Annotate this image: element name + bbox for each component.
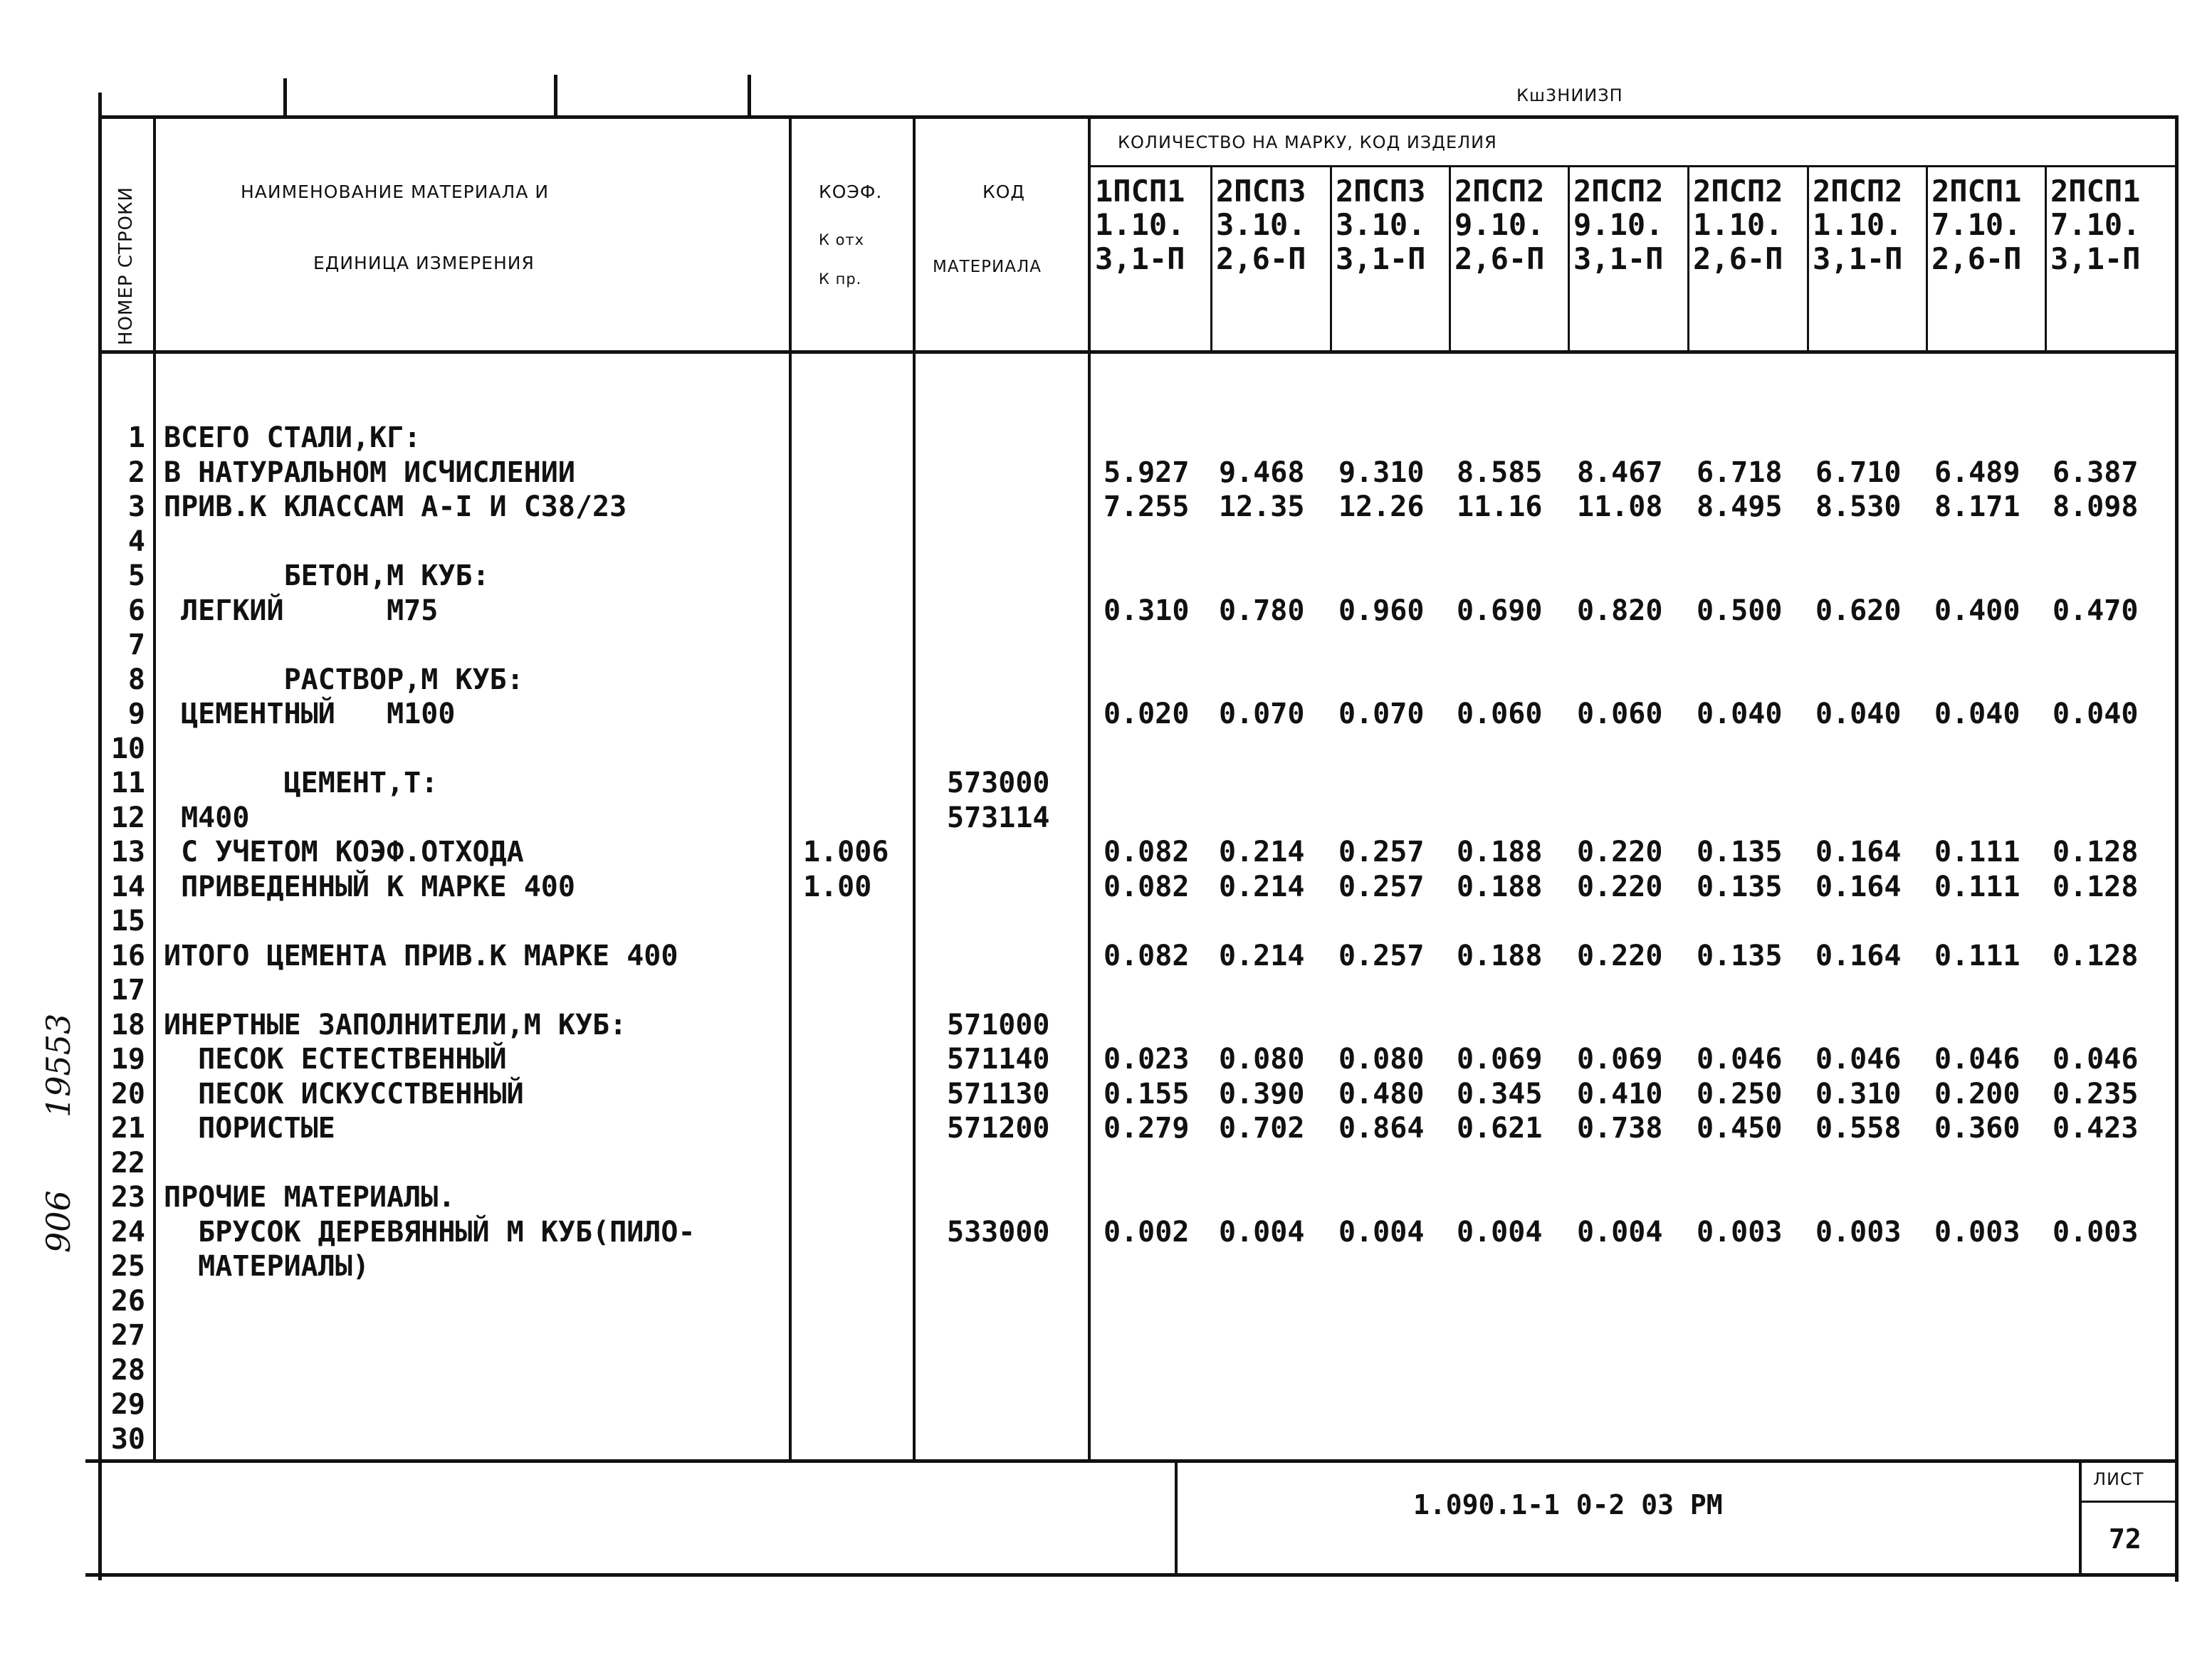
top-tick (554, 75, 557, 117)
quantity-value: 0.423 (2053, 1112, 2139, 1145)
quantity-value: 0.164 (1815, 939, 1902, 972)
coefficient-value: 1.00 (803, 870, 872, 903)
quantity-value: 0.702 (1219, 1112, 1305, 1145)
row-number: 9 (127, 698, 145, 730)
mark-divider (1926, 167, 1928, 352)
quantity-value: 0.003 (1815, 1215, 1902, 1249)
material-code: 533000 (947, 1215, 1050, 1249)
row-number: 7 (127, 629, 145, 661)
mark-divider (1568, 167, 1570, 352)
material-name: М400 (164, 801, 250, 834)
mark-divider (1210, 167, 1212, 352)
quantity-value: 0.220 (1577, 836, 1663, 868)
quantity-value: 0.040 (2053, 698, 2139, 730)
mark-header-3: 2ПСП3 3.10. 3,1-П (1336, 174, 1426, 276)
frame-top-line (100, 115, 2179, 119)
material-name: ПОРИСТЫЕ (164, 1112, 335, 1145)
quantity-value: 0.046 (1934, 1043, 2020, 1076)
mark-divider (1687, 167, 1689, 352)
material-name: БЕТОН,М КУБ: (164, 560, 490, 592)
top-tick (748, 75, 751, 117)
quantity-value: 6.718 (1697, 456, 1783, 489)
quantity-value: 0.060 (1457, 698, 1543, 730)
footer-divider (1175, 1461, 1178, 1575)
name-header-line1: НАИМЕНОВАНИЕ МАТЕРИАЛА И (241, 182, 550, 202)
row-number: 28 (110, 1353, 145, 1387)
mark-header-6: 2ПСП2 1.10. 2,6-П (1693, 174, 1783, 276)
sheet-label: ЛИСТ (2093, 1469, 2144, 1489)
quantity-value: 11.16 (1457, 490, 1543, 523)
quantity-value: 9.310 (1338, 456, 1425, 489)
quantity-value: 0.135 (1697, 870, 1783, 903)
material-name: С УЧЕТОМ КОЭФ.ОТХОДА (164, 836, 524, 868)
stamp-text: Кш3НИИЗП (1516, 85, 1623, 105)
quantity-value: 0.310 (1104, 594, 1190, 627)
quantity-value: 0.128 (2053, 836, 2139, 868)
quantity-value: 0.003 (1934, 1215, 2020, 1249)
quantity-value: 0.257 (1338, 870, 1425, 903)
row-number: 25 (110, 1250, 145, 1283)
mark-divider (1330, 167, 1332, 352)
row-number: 5 (127, 560, 145, 592)
quantity-value: 0.164 (1815, 836, 1902, 868)
row-number: 4 (127, 525, 145, 558)
mark-header-4: 2ПСП2 9.10. 2,6-П (1454, 174, 1545, 276)
quantity-value: 0.220 (1577, 870, 1663, 903)
material-code: 571000 (947, 1008, 1050, 1041)
row-number-header: НОМЕР СТРОКИ (115, 187, 137, 345)
row-number: 8 (127, 663, 145, 696)
quantity-value: 0.111 (1934, 870, 2020, 903)
quantity-value: 0.470 (2053, 594, 2139, 627)
row-number: 18 (110, 1008, 145, 1041)
quantity-value: 0.400 (1934, 594, 2020, 627)
quantity-value: 0.111 (1934, 836, 2020, 868)
quantity-value: 0.960 (1338, 594, 1425, 627)
quantity-value: 0.135 (1697, 939, 1783, 972)
material-name: ВСЕГО СТАЛИ,КГ: (164, 421, 421, 454)
quantity-value: 12.26 (1338, 490, 1425, 523)
row-number-divider (153, 117, 156, 1461)
quantity-value: 0.480 (1338, 1077, 1425, 1110)
row-number: 29 (110, 1388, 145, 1421)
quantity-value: 6.710 (1815, 456, 1902, 489)
quantity-value: 0.164 (1815, 870, 1902, 903)
quantity-value: 0.069 (1457, 1043, 1543, 1076)
quantity-value: 0.070 (1338, 698, 1425, 730)
row-number: 2 (127, 456, 145, 489)
quantity-value: 11.08 (1577, 490, 1663, 523)
quantity-value: 0.390 (1219, 1077, 1305, 1110)
quantity-value: 0.450 (1697, 1112, 1783, 1145)
quantity-value: 0.690 (1457, 594, 1543, 627)
quantity-value: 0.360 (1934, 1112, 2020, 1145)
quantity-value: 0.310 (1815, 1077, 1902, 1110)
material-name: ПЕСОК ЕСТЕСТВЕННЫЙ (164, 1043, 507, 1076)
coef-header-title: КОЭФ. (819, 182, 883, 202)
footer-bottom-line (85, 1573, 2179, 1577)
quantity-value: 0.257 (1338, 939, 1425, 972)
material-code: 571130 (947, 1077, 1050, 1110)
quantity-value: 0.040 (1934, 698, 2020, 730)
code-header-sub: МАТЕРИАЛА (933, 258, 1042, 276)
coef-header-k1: К отх (819, 231, 865, 248)
quantity-header-title: КОЛИЧЕСТВО НА МАРКУ, КОД ИЗДЕЛИЯ (1118, 132, 1497, 152)
material-name: ЛЕГКИЙ М75 (164, 594, 439, 627)
quantity-value: 6.489 (1934, 456, 2020, 489)
mark-header-9: 2ПСП1 7.10. 3,1-П (2050, 174, 2141, 276)
quantity-value: 0.188 (1457, 870, 1543, 903)
quantity-value: 8.098 (2053, 490, 2139, 523)
quantity-value: 0.345 (1457, 1077, 1543, 1110)
mark-header-1: 1ПСП1 1.10. 3,1-П (1095, 174, 1185, 276)
row-number: 11 (110, 767, 145, 799)
table-bottom-line (85, 1459, 2179, 1463)
quantity-value: 0.003 (2053, 1215, 2139, 1249)
quantity-value: 0.020 (1104, 698, 1190, 730)
row-number: 27 (110, 1319, 145, 1352)
quantity-value: 0.188 (1457, 836, 1543, 868)
quantity-value: 8.495 (1697, 490, 1783, 523)
code-col-divider (1088, 117, 1091, 1461)
margin-number-1: 19553 (39, 1013, 78, 1118)
margin-number-2: 906 (39, 1190, 78, 1253)
quantity-value: 0.004 (1338, 1215, 1425, 1249)
mark-header-8: 2ПСП1 7.10. 2,6-П (1931, 174, 2022, 276)
quantity-value: 8.585 (1457, 456, 1543, 489)
row-number: 12 (110, 801, 145, 834)
quantity-value: 0.004 (1457, 1215, 1543, 1249)
quantity-value: 8.467 (1577, 456, 1663, 489)
quantity-value: 0.004 (1577, 1215, 1663, 1249)
quantity-value: 0.257 (1338, 836, 1425, 868)
quantity-value: 0.200 (1934, 1077, 2020, 1110)
row-number: 23 (110, 1181, 145, 1214)
quantity-value: 0.864 (1338, 1112, 1425, 1145)
quantity-value: 0.128 (2053, 939, 2139, 972)
material-name: ЦЕМЕНТ,Т: (164, 767, 439, 799)
quantity-value: 0.250 (1697, 1077, 1783, 1110)
material-name: МАТЕРИАЛЫ) (164, 1250, 369, 1283)
row-number: 24 (110, 1215, 145, 1249)
row-number: 6 (127, 594, 145, 627)
coef-header-k2: К пр. (819, 271, 862, 288)
quantity-value: 0.558 (1815, 1112, 1902, 1145)
quantity-value: 0.820 (1577, 594, 1663, 627)
row-number: 1 (127, 421, 145, 454)
quantity-value: 0.082 (1104, 870, 1190, 903)
frame-left-line (98, 93, 102, 1580)
quantity-value: 0.082 (1104, 939, 1190, 972)
mark-divider (1807, 167, 1809, 352)
quantity-value: 0.621 (1457, 1112, 1543, 1145)
quantity-value: 0.220 (1577, 939, 1663, 972)
quantity-value: 0.080 (1219, 1043, 1305, 1076)
top-tick (283, 78, 287, 117)
material-name: ИТОГО ЦЕМЕНТА ПРИВ.К МАРКЕ 400 (164, 939, 678, 972)
mark-divider (1449, 167, 1451, 352)
quantity-value: 0.040 (1697, 698, 1783, 730)
sheet-number: 72 (2109, 1523, 2142, 1555)
row-number: 16 (110, 939, 145, 972)
quantity-value: 5.927 (1104, 456, 1190, 489)
quantity-value: 0.080 (1338, 1043, 1425, 1076)
row-number: 30 (110, 1422, 145, 1456)
frame-right-line (2175, 115, 2179, 1582)
mark-header-5: 2ПСП2 9.10. 3,1-П (1573, 174, 1664, 276)
row-number: 3 (127, 490, 145, 523)
row-number: 26 (110, 1284, 145, 1318)
quantity-value: 8.530 (1815, 490, 1902, 523)
material-name: БРУСОК ДЕРЕВЯННЫЙ М КУБ(ПИЛО- (164, 1215, 696, 1249)
name-header-line2: ЕДИНИЦА ИЗМЕРЕНИЯ (313, 253, 535, 273)
quantity-value: 0.046 (1815, 1043, 1902, 1076)
quantity-value: 0.214 (1219, 836, 1305, 868)
quantity-value: 0.135 (1697, 836, 1783, 868)
quantity-value: 9.468 (1219, 456, 1305, 489)
quantity-value: 0.070 (1219, 698, 1305, 730)
material-name: В НАТУРАЛЬНОМ ИСЧИСЛЕНИИ (164, 456, 575, 489)
material-name: ПРИВЕДЕННЫЙ К МАРКЕ 400 (164, 870, 575, 903)
quantity-value: 6.387 (2053, 456, 2139, 489)
quantity-value: 0.620 (1815, 594, 1902, 627)
row-number: 14 (110, 870, 145, 903)
quantity-value: 8.171 (1934, 490, 2020, 523)
quantity-value: 0.410 (1577, 1077, 1663, 1110)
quantity-value: 0.046 (2053, 1043, 2139, 1076)
material-code: 573114 (947, 801, 1050, 834)
code-header-title: КОД (982, 182, 1025, 202)
material-name: ИНЕРТНЫЕ ЗАПОЛНИТЕЛИ,М КУБ: (164, 1008, 627, 1041)
sheet-label-line (2080, 1501, 2176, 1503)
document-code: 1.090.1-1 0-2 03 РМ (1413, 1489, 1723, 1520)
quantity-value: 0.002 (1104, 1215, 1190, 1249)
quantity-value: 0.046 (1697, 1043, 1783, 1076)
quantity-value: 0.214 (1219, 870, 1305, 903)
material-name: ЦЕМЕНТНЫЙ М100 (164, 698, 456, 730)
mark-header-2: 2ПСП3 3.10. 2,6-П (1216, 174, 1306, 276)
quantity-value: 0.188 (1457, 939, 1543, 972)
quantity-value: 0.060 (1577, 698, 1663, 730)
header-bottom-line (100, 350, 2179, 354)
quantity-value: 0.111 (1934, 939, 2020, 972)
quantity-value: 0.214 (1219, 939, 1305, 972)
name-col-divider (789, 117, 792, 1461)
material-name: ПРОЧИЕ МАТЕРИАЛЫ. (164, 1181, 456, 1214)
quantity-value: 0.082 (1104, 836, 1190, 868)
material-code: 571200 (947, 1112, 1050, 1145)
row-number: 19 (110, 1043, 145, 1076)
footer-divider (2079, 1461, 2082, 1575)
quantity-value: 12.35 (1219, 490, 1305, 523)
row-number: 20 (110, 1077, 145, 1110)
material-code: 571140 (947, 1043, 1050, 1076)
mark-divider (2045, 167, 2047, 352)
coef-col-divider (913, 117, 916, 1461)
row-number: 10 (110, 732, 145, 765)
quantity-value: 0.023 (1104, 1043, 1190, 1076)
material-code: 573000 (947, 767, 1050, 799)
quantity-value: 0.128 (2053, 870, 2139, 903)
row-number: 21 (110, 1112, 145, 1145)
quantity-value: 0.069 (1577, 1043, 1663, 1076)
material-name: РАСТВОР,М КУБ: (164, 663, 524, 696)
mark-header-7: 2ПСП2 1.10. 3,1-П (1813, 174, 1903, 276)
quantity-value: 0.004 (1219, 1215, 1305, 1249)
row-number: 17 (110, 974, 145, 1007)
material-name: ПРИВ.К КЛАССАМ А-I И С38/23 (164, 490, 627, 523)
row-number: 22 (110, 1146, 145, 1180)
quantity-value: 0.235 (2053, 1077, 2139, 1110)
quantity-value: 0.040 (1815, 698, 1902, 730)
coefficient-value: 1.006 (803, 836, 889, 868)
quantity-value: 0.738 (1577, 1112, 1663, 1145)
quantity-value: 0.003 (1697, 1215, 1783, 1249)
material-name: ПЕСОК ИСКУССТВЕННЫЙ (164, 1077, 524, 1110)
quantity-value: 0.780 (1219, 594, 1305, 627)
row-number: 13 (110, 836, 145, 868)
quantity-value: 0.155 (1104, 1077, 1190, 1110)
quantity-value: 7.255 (1104, 490, 1190, 523)
row-number: 15 (110, 905, 145, 937)
quantity-value: 0.500 (1697, 594, 1783, 627)
quantity-value: 0.279 (1104, 1112, 1190, 1145)
qty-title-bottom-line (1089, 165, 2177, 167)
